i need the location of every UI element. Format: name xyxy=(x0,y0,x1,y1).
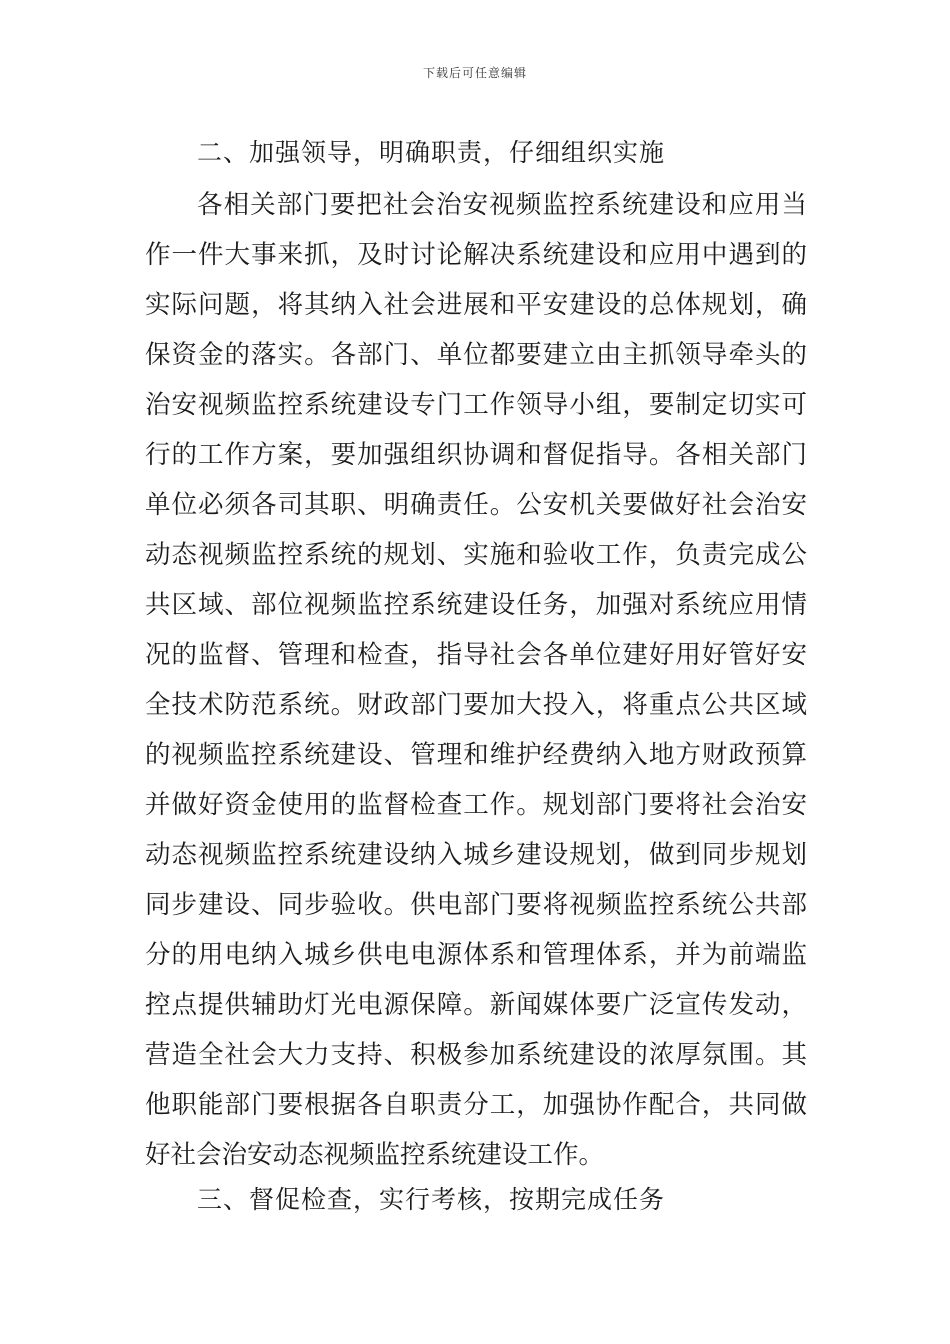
section-3-heading: 三、督促检查，实行考核，按期完成任务 xyxy=(197,1185,666,1214)
section-2-paragraph: 各相关部门要把社会治安视频监控系统建设和应用当作一件大事来抓，及时讨论解决系统建设和应用中遇到的实际问题，将其纳入社会进展和平安建设的总体规划，确保资金的落实。各部门、单位都要建立由主抓领导牵头的治安视频监控系统建设专门工作领导小组，要制定切实可行的工作方案，要加强组织协调和督促指导。各相关部门单位必须各司其职、明确责任。公安机关要做好社会治安动态视频监控系统的规划、实施和验收工作，负责完成公共区域、部位视频监控系统建设任务，加强对系统应用情况的监督、管理和检查，指导社会各单位建好用好管好安全技术防范系统。财政部门要加大投入，将重点公共区域的视频监控系统建设、管理和维护经费纳入地方财政预算并做好资金使用的监督检查工作。规划部门要将社会治安动态视频监控系统建设纳入城乡建设规划，做到同步规划同步建设、同步验收。供电部门要将视频监控系统公共部分的用电纳入城乡供电电源体系和管理体系，并为前端监控点提供辅助灯光电源保障。新闻媒体要广泛宣传发动，营造全社会大力支持、积极参加系统建设的浓厚氛围。其他职能部门要根据各自职责分工，加强协作配合，共同做好社会治安动态视频监控系统建设工作。 xyxy=(145,190,807,1170)
section-2-heading: 二、加强领导，明确职责，仔细组织实施 xyxy=(197,138,666,167)
header-note: 下载后可任意编辑 xyxy=(422,66,527,80)
